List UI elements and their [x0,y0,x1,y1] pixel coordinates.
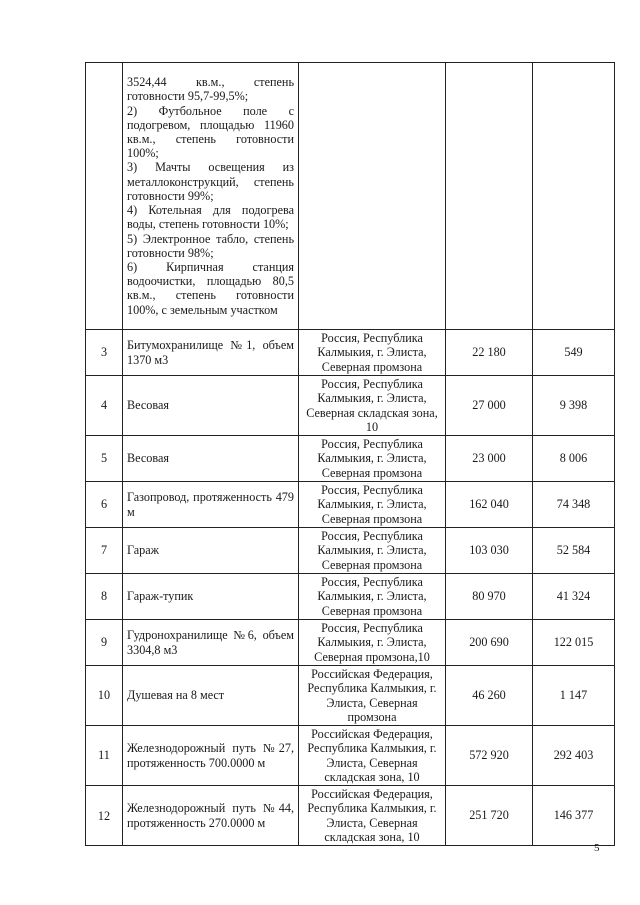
property-description [123,63,299,330]
property-value-a: 22 180 [446,330,533,376]
property-value-a: 572 920 [446,726,533,786]
property-name: Душевая на 8 мест [123,666,299,726]
property-name: Битумохранилище №1, объем 1370 м3 [123,330,299,376]
table-row [86,482,615,528]
property-value-a: 23 000 [446,436,533,482]
property-value-a: 162 040 [446,482,533,528]
property-value-a: 27 000 [446,376,533,436]
table-row [86,574,615,620]
table-row [86,620,615,666]
description-line: 3524,44 кв.м., степень готовности 95,7-99,5%; [127,75,294,104]
property-name: Весовая [123,376,299,436]
property-value-b: 52 584 [533,528,615,574]
property-address: Российская Федерация, Республика Калмыкия, г. Элиста, Северная промзона [299,666,446,726]
description-line: 4) Котельная для подогрева воды, степень готовности 10%; [127,203,294,232]
property-value-a: 251 720 [446,786,533,846]
property-address: Россия, Республика Калмыкия, г. Элиста, Северная промзона,10 [299,620,446,666]
property-value-b [533,63,615,330]
property-name: Гараж [123,528,299,574]
property-address: Российская Федерация, Республика Калмыкия, г. Элиста, Северная складская зона, 10 [299,786,446,846]
property-address [299,63,446,330]
row-number [86,63,123,330]
property-value-a: 46 260 [446,666,533,726]
table-row [86,376,615,436]
row-number: 6 [86,482,123,528]
property-value-b: 549 [533,330,615,376]
description-line: 6) Кирпичная станция водоочистки, площадью 80,5 кв.м., степень готовности 100%, с земельным участком [127,259,294,317]
row-number: 12 [86,786,123,846]
description-line: 2) Футбольное поле с подогревом, площадью 11960 кв.м., степень готовности 100%; [127,103,294,161]
property-name: Гараж-тупик [123,574,299,620]
property-address: Российская Федерация, Республика Калмыкия, г. Элиста, Северная складская зона, 10 [299,726,446,786]
property-address: Россия, Республика Калмыкия, г. Элиста, Северная промзона [299,330,446,376]
property-name: Гудронохранилище №6, объем 3304,8 м3 [123,620,299,666]
property-name: Газопровод, протяженность 479 м [123,482,299,528]
property-address: Россия, Республика Калмыкия, г. Элиста, Северная складская зона, 10 [299,376,446,436]
row-number: 9 [86,620,123,666]
property-name: Весовая [123,436,299,482]
row-number: 8 [86,574,123,620]
property-value-b: 146 377 [533,786,615,846]
table-row [86,528,615,574]
property-address: Россия, Республика Калмыкия, г. Элиста, Северная промзона [299,482,446,528]
table-row [86,436,615,482]
property-address: Россия, Республика Калмыкия, г. Элиста, Северная промзона [299,574,446,620]
row-number: 3 [86,330,123,376]
row-number: 4 [86,376,123,436]
property-value-a [446,63,533,330]
description-line: 3) Мачты освещения из металлоконструкций, степень готовности 99%; [127,160,294,203]
property-value-a: 80 970 [446,574,533,620]
property-address: Россия, Республика Калмыкия, г. Элиста, Северная промзона [299,436,446,482]
table-row [86,786,615,846]
table-body [86,63,615,846]
property-value-a: 103 030 [446,528,533,574]
table-row [86,666,615,726]
page-number: 5 [594,842,600,854]
description-line: 5) Электронное табло, степень готовности 98%; [127,231,294,260]
property-table [85,62,615,846]
table-row-continued [86,63,615,330]
table-row [86,726,615,786]
property-value-b: 41 324 [533,574,615,620]
row-number: 7 [86,528,123,574]
row-number: 11 [86,726,123,786]
property-value-a: 200 690 [446,620,533,666]
row-number: 10 [86,666,123,726]
property-value-b: 292 403 [533,726,615,786]
property-name: Железнодорожный путь №27, протяженность 700.0000 м [123,726,299,786]
property-value-b: 9 398 [533,376,615,436]
table-row [86,330,615,376]
property-value-b: 74 348 [533,482,615,528]
property-name: Железнодорожный путь №44, протяженность 270.0000 м [123,786,299,846]
row-number: 5 [86,436,123,482]
property-address: Россия, Республика Калмыкия, г. Элиста, Северная промзона [299,528,446,574]
property-value-b: 122 015 [533,620,615,666]
property-value-b: 1 147 [533,666,615,726]
property-value-b: 8 006 [533,436,615,482]
